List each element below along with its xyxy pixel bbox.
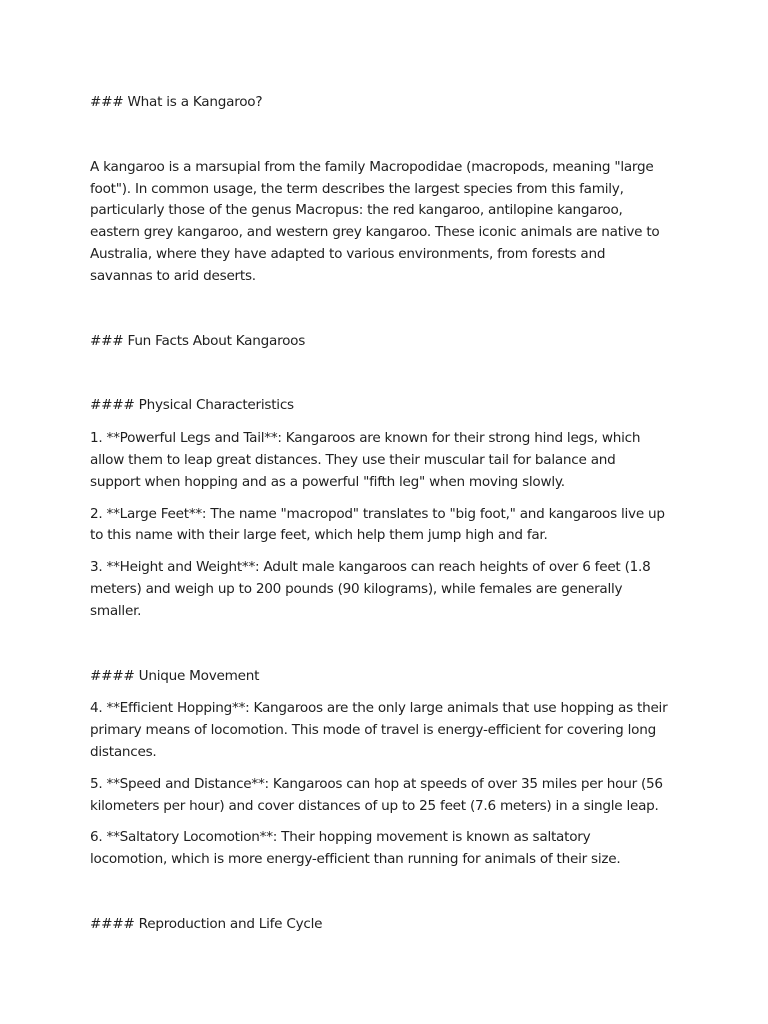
heading-reproduction-life-cycle: #### Reproduction and Life Cycle [90,915,323,932]
heading-fun-facts: ### Fun Facts About Kangaroos [90,332,306,349]
fact-item-6: 6. **Saltatory Locomotion**: Their hopping movement is known as saltatory locomotion, which is more energy-efficient than running for animals of their size. [90,829,621,868]
fact-item-1: 1. **Powerful Legs and Tail**: Kangaroos are known for their strong hind legs, which allow them to leap great distances. They use their muscular tail for balance and support when hopping and as a powerful "fifth leg" when moving slowly. [90,430,641,490]
fact-item-3: 3. **Height and Weight**: Adult male kangaroos can reach heights of over 6 feet (1.8 meters) and weigh up to 200 pounds (90 kilograms), while females are generally smaller. [90,559,651,619]
fact-item-4: 4. **Efficient Hopping**: Kangaroos are the only large animals that use hopping as their primary means of locomotion. This mode of travel is energy-efficient for covering long distances. [90,700,668,760]
heading-physical-characteristics: #### Physical Characteristics [90,397,294,414]
intro-paragraph: A kangaroo is a marsupial from the family Macropodidae (macropods, meaning "large foot"). In common usage, the term describes the largest species from this family, particularly those of the genus Macropus: the red kangaroo, antilopine kangaroo, eastern grey kangaroo, and western grey kangaroo. These iconic animals are native to Australia, where they have adapted to various environments, from forests and savannas to arid deserts. [90,158,660,284]
fact-item-2: 2. **Large Feet**: The name "macropod" translates to "big foot," and kangaroos live up to this name with their large feet, which help them jump high and far. [90,505,665,544]
fact-item-5: 5. **Speed and Distance**: Kangaroos can hop at speeds of over 35 miles per hour (56 kilometers per hour) and cover distances of up to 25 feet (7.6 meters) in a single leap. [90,775,663,814]
heading-unique-movement: #### Unique Movement [90,667,260,684]
document-page [90,92,668,936]
heading-what-is-kangaroo: ### What is a Kangaroo? [90,94,263,110]
